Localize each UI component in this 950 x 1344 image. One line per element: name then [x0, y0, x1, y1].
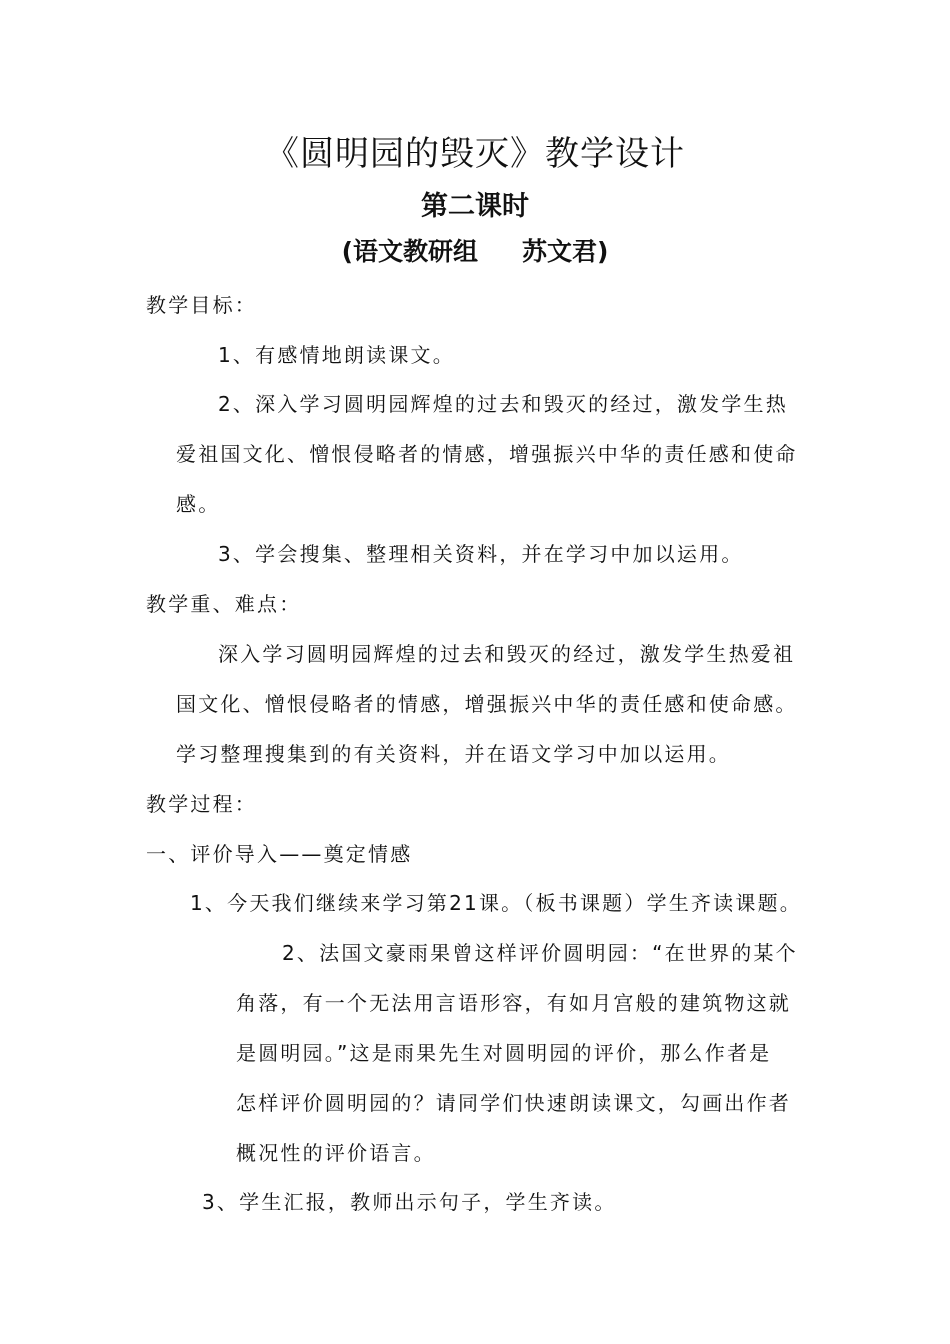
- document-title: 《圆明园的毁灭》教学设计: [265, 134, 685, 174]
- key-points-line-3: 学习整理搜集到的有关资料，并在语文学习中加以运用。: [176, 742, 731, 766]
- process-step-2-line-5: 概况性的评价语言。: [236, 1141, 436, 1165]
- process-step-2-line-3: 是圆明园。”这是雨果先生对圆明园的评价，那么作者是: [236, 1041, 772, 1065]
- process-step-1: 1、今天我们继续来学习第21课。（板书课题）学生齐读课题。: [190, 891, 802, 915]
- process-heading: 教学过程：: [146, 792, 257, 816]
- process-step-2-line-4: 怎样评价圆明园的？请同学们快速朗读课文，勾画出作者: [236, 1091, 791, 1115]
- process-step-3: 3、学生汇报，教师出示句子，学生齐读。: [202, 1190, 617, 1214]
- key-points-heading: 教学重、难点：: [146, 592, 302, 616]
- objective-item-2-line-1: 2、深入学习圆明园辉煌的过去和毁灭的经过，激发学生热: [218, 392, 788, 416]
- author-name: 苏文君): [522, 237, 609, 266]
- objective-item-3: 3、学会搜集、整理相关资料，并在学习中加以运用。: [218, 542, 744, 566]
- author-group: (语文教研组: [341, 237, 478, 266]
- process-step-2-line-1: 2、法国文豪雨果曾这样评价圆明园：“在世界的某个: [282, 941, 798, 965]
- process-section-1-heading: 一、评价导入——奠定情感: [146, 842, 413, 866]
- process-step-2-line-2: 角落，有一个无法用言语形容，有如月宫般的建筑物这就: [236, 991, 791, 1015]
- objective-item-1: 1、有感情地朗读课文。: [218, 343, 455, 367]
- objective-item-2-line-2: 爱祖国文化、憎恨侵略者的情感，增强振兴中华的责任感和使命: [176, 442, 798, 466]
- key-points-line-1: 深入学习圆明园辉煌的过去和毁灭的经过，激发学生热爱祖: [218, 642, 796, 666]
- key-points-line-2: 国文化、憎恨侵略者的情感，增强振兴中华的责任感和使命感。: [176, 692, 798, 716]
- document-author-line: [0, 232, 950, 268]
- document-subtitle: 第二课时: [421, 191, 529, 222]
- objective-item-2-line-3: 感。: [176, 492, 221, 516]
- objectives-heading: 教学目标：: [146, 293, 257, 317]
